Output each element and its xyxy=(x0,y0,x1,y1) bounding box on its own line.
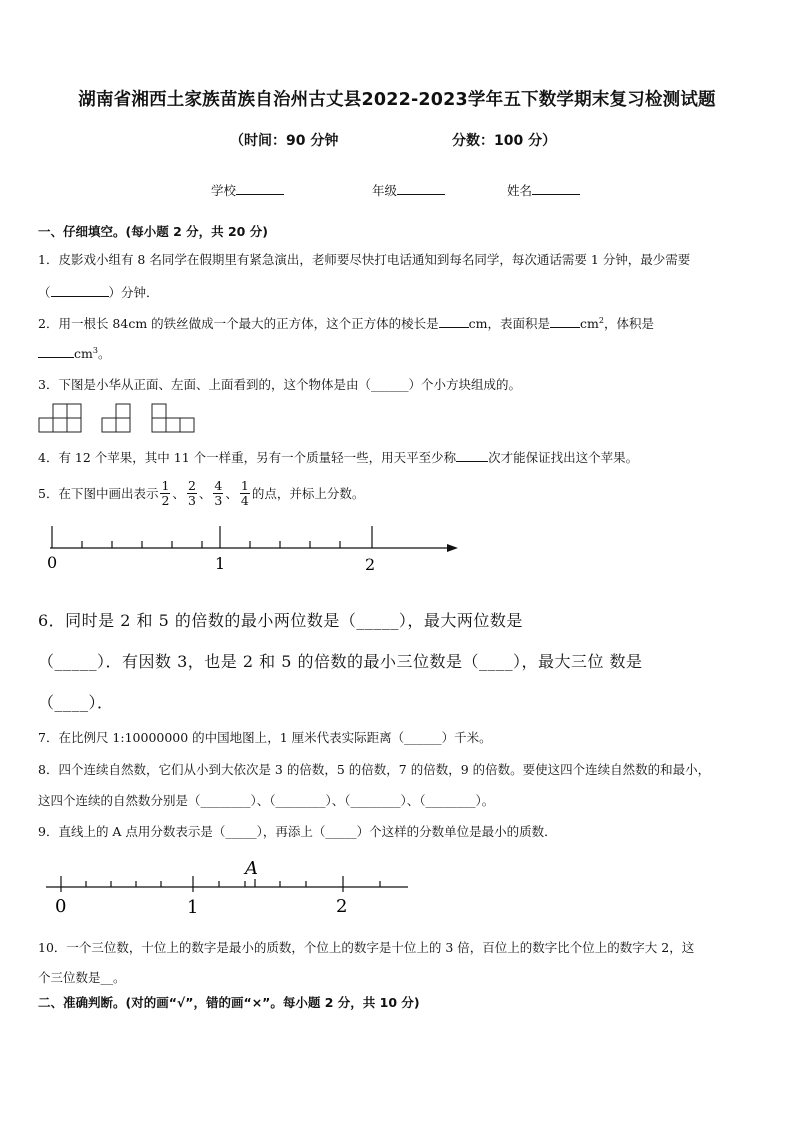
name-label: 姓名 xyxy=(507,183,533,198)
grade-field xyxy=(372,181,445,199)
fraction-4-3: $\frac{4}{3}$ xyxy=(214,477,223,508)
name-blank[interactable] xyxy=(532,182,580,195)
exam-score: 分数：100 分） xyxy=(452,133,557,149)
section-2-heading: 二、准确判断。(对的画“√”，错的画“×”。每小题 2 分，共 10 分) xyxy=(38,995,420,1010)
axis9-label-0: 0 xyxy=(55,896,67,917)
grade-label: 年级 xyxy=(372,183,398,198)
question-4-text: 4．有 12 个苹果，其中 11 个一样重，另有一个质量轻一些，用天平至少称 次才能保证找出这个苹果。 xyxy=(38,450,639,465)
question-1-line-2: （ ）分钟． xyxy=(38,285,159,300)
question-6-line-2: （_____）．有因数 3，也是 2 和 5 的倍数的最小三位数是（____），最大三位 数是 xyxy=(38,652,643,671)
name-field xyxy=(507,181,580,199)
axis9-label-1: 1 xyxy=(187,897,199,918)
question-6-line-1: 6．同时是 2 和 5 的倍数的最小两位数是（_____），最大两位数是 xyxy=(38,611,523,630)
question-2-line-2: $cm^3$。 xyxy=(38,344,110,362)
question-4-answer-blank[interactable] xyxy=(456,449,488,462)
question-5-number-line xyxy=(38,518,463,576)
school-label: 学校 xyxy=(211,183,237,198)
question-3-text: 3．下图是小华从正面、左面、上面看到的，这个物体是由（______）个小方块组成的。 xyxy=(38,377,521,392)
question-9-number-line xyxy=(40,852,415,918)
question-5-text: 5．在下图中画出表示 $\frac{1}{2}$ 、 $\frac{2}{3}$ 、 $\frac{4}{3}$ 、 $\frac{1}{4}$ 的点，并标上分数。 xyxy=(38,477,365,508)
axis-label-0: 0 xyxy=(47,553,58,572)
question-7-text: 7．在比例尺 1:10000000 的中国地图上，1 厘米代表实际距离（______）千米。 xyxy=(38,730,492,745)
question-1-answer-blank[interactable] xyxy=(51,284,109,297)
exam-time: （时间：90 分钟 xyxy=(230,133,339,149)
left-view-diagram xyxy=(102,404,130,432)
question-3-view-diagrams xyxy=(38,402,203,434)
fraction-1-2: $\frac{1}{2}$ xyxy=(161,477,170,508)
question-2-area-blank[interactable] xyxy=(550,315,580,328)
axis-label-1: 1 xyxy=(215,554,226,573)
question-10-line-1: 10．一个三位数，十位上的数字是最小的质数，个位上的数字是十位上的 3 倍，百位上的数字比个位上的数字大 2，这 xyxy=(38,940,695,955)
axis-label-2: 2 xyxy=(365,555,376,574)
section-1-heading: 一、仔细填空。(每小题 2 分，共 20 分) xyxy=(38,224,268,239)
point-a-label: A xyxy=(245,858,258,879)
question-10-line-2: 个三位数是__。 xyxy=(38,970,126,985)
page-title: 湖南省湘西土家族苗族自治州古丈县2022-2023学年五下数学期末复习检测试题 xyxy=(78,90,716,110)
question-1-line-1: 1．皮影戏小组有 8 名同学在假期里有紧急演出，老师要尽快打电话通知到每名同学，每次通话需要 1 分钟，最少需要 xyxy=(38,252,691,267)
question-2-volume-blank[interactable] xyxy=(38,345,74,358)
front-view-diagram xyxy=(39,404,81,432)
axis9-label-2: 2 xyxy=(336,896,348,917)
question-2-edge-blank[interactable] xyxy=(439,315,469,328)
question-8-line-1: 8．四个连续自然数，它们从小到大依次是 3 的倍数，5 的倍数，7 的倍数，9 的倍数。要使这四个连续自然数的和最小， xyxy=(38,762,711,777)
school-blank[interactable] xyxy=(236,182,284,195)
fraction-2-3: $\frac{2}{3}$ xyxy=(187,477,196,508)
school-field xyxy=(211,181,284,199)
question-2-line-1: 2．用一根长 84cm 的铁丝做成一个最大的正方体，这个正方体的棱长是 cm，表面积是 $cm^2$，体积是 xyxy=(38,315,654,331)
question-8-line-2: 这四个连续的自然数分别是（________）、（________）、（________）、（________）。 xyxy=(38,793,495,808)
top-view-diagram xyxy=(152,404,194,432)
arrow-icon xyxy=(447,544,458,552)
fraction-1-4: $\frac{1}{4}$ xyxy=(240,477,249,508)
grade-blank[interactable] xyxy=(397,182,445,195)
question-9-text: 9．直线上的 A 点用分数表示是（_____），再添上（_____）个这样的分数单位是最小的质数． xyxy=(38,824,557,839)
question-6-line-3: （____）． xyxy=(38,693,114,712)
